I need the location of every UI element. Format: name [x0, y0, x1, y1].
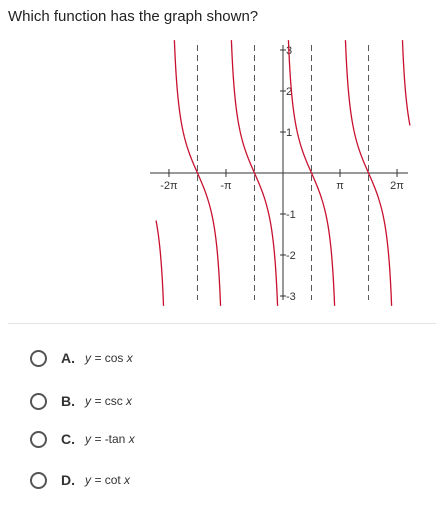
- option-text: y = csc x: [85, 394, 133, 408]
- x-tick-label: 2π: [390, 180, 404, 192]
- x-tick-label: -2π: [160, 180, 178, 192]
- curve-branch: [156, 220, 164, 305]
- option-text: y = cot x: [85, 473, 131, 487]
- y-tick-label: -1: [286, 209, 296, 221]
- option-letter: D.: [61, 472, 75, 488]
- question-text: Which function has the graph shown?: [8, 8, 259, 25]
- option-text: y = -tan x: [85, 432, 135, 446]
- radio-d[interactable]: [30, 472, 47, 489]
- option-letter: B.: [61, 393, 75, 409]
- y-tick-label: 2: [286, 86, 293, 98]
- y-tick-label: -2: [286, 250, 296, 262]
- x-tick-label: -π: [220, 180, 232, 192]
- curve-branch: [402, 40, 410, 125]
- radio-a[interactable]: [30, 350, 47, 367]
- radio-b[interactable]: [30, 393, 47, 410]
- option-b[interactable]: [30, 390, 132, 412]
- option-letter: A.: [61, 350, 75, 366]
- y-tick-label: 1: [286, 127, 293, 139]
- option-d[interactable]: [30, 469, 130, 491]
- y-tick-label: 3: [286, 45, 293, 57]
- radio-c[interactable]: [30, 431, 47, 448]
- option-text: y = cos x: [85, 351, 133, 365]
- y-tick-label: -3: [286, 291, 296, 303]
- option-a[interactable]: [30, 347, 133, 369]
- option-c[interactable]: [30, 428, 135, 450]
- option-letter: C.: [61, 431, 75, 447]
- divider: [8, 323, 436, 324]
- x-tick-label: π: [336, 180, 344, 192]
